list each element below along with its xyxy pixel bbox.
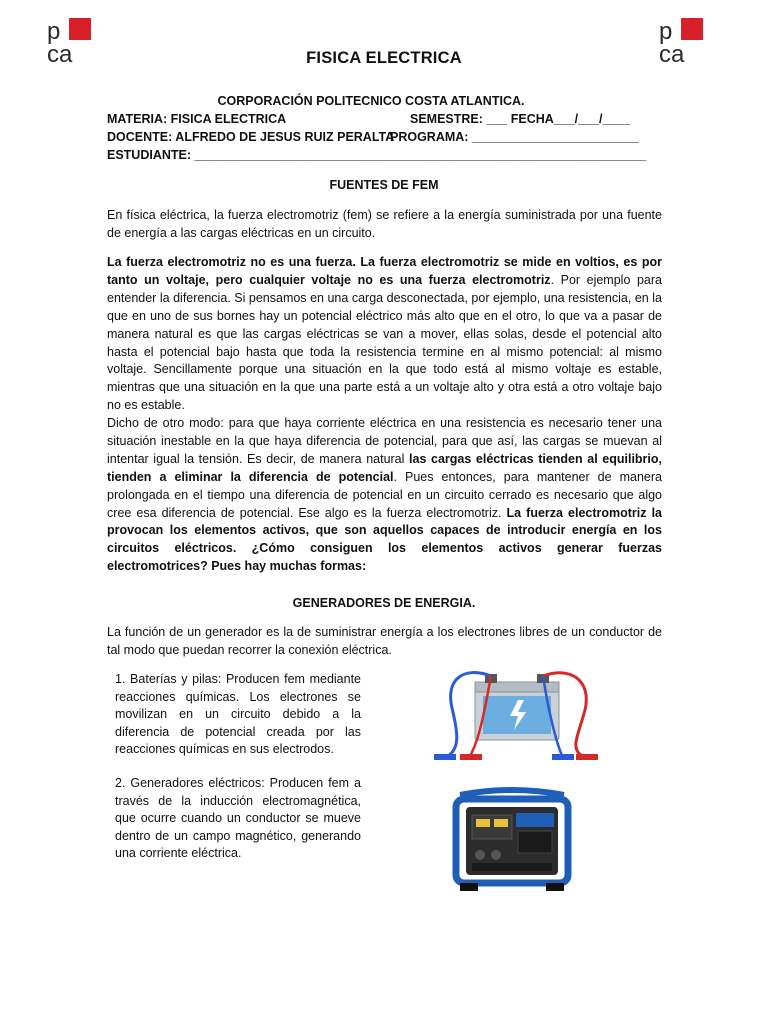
estudiante-field: ESTUDIANTE: _________________________________________________________________ (107, 148, 647, 162)
svg-text:ca: ca (659, 41, 685, 63)
semestre-fecha-field: SEMESTRE: ___ FECHA___/___/____ (410, 112, 631, 126)
institution-name: CORPORACIÓN POLITECNICO COSTA ATLANTICA. (217, 94, 525, 108)
programa-field: PROGRAMA: ________________________ (390, 130, 639, 144)
svg-text:ca: ca (47, 41, 73, 63)
docente-field: DOCENTE: ALFREDO DE JESUS RUIZ PERALTA (107, 130, 395, 144)
list-item-baterias: 1. Baterías y pilas: Producen fem mediante reacciones químicas. Los electrones se movilizan en un circuito debido a la diferencia de potencial creada por las reacciones químicas en sus electrodos. (115, 672, 361, 757)
battery-with-cables-icon (430, 668, 602, 768)
paragraph-dicho (107, 415, 662, 576)
paragraph-fem-rest: . Por ejemplo para entender la diferencia. Si pensamos en una carga desconectada, por ejemplo, una resistencia, en la que en uno de sus bornes hay un potencial eléctrico más alto que en el otro, lo que va a pasar de manera natural es que las cargas eléctricas se van a mover, ellas solas, desde el potencial alto hasta el potencial bajo hasta que toda la resistencia termine en al mismo potencial: al mismo voltaje. Sencillamente porque una situación en la que todo está al mismo voltaje es estable, mientras que una situación en la que una parte está a un voltaje alto y otra está a otro voltaje bajo no es estable. (107, 272, 662, 413)
header-block (107, 92, 647, 164)
paragraph-fem-bold: La fuerza electromotriz no es una fuerza. La fuerza electromotriz se mide en voltios, es por tanto un voltaje, pero cualquier voltaje no es una fuerza electromotriz (107, 255, 662, 287)
paragraph-fem-definition (107, 254, 662, 415)
document-title: FISICA ELECTRICA (306, 49, 462, 67)
portable-generator-icon (448, 785, 576, 893)
paragraph-dicho-d: La fuerza electromotriz la provocan los elementos activos, que son aquellos capaces de introducir energía en los circuitos eléctricos. ¿Cómo consiguen los elementos activos generar fuerzas electromotrices? Pues hay muchas formas: (107, 505, 662, 574)
materia-field: MATERIA: FISICA ELECTRICA (107, 112, 287, 126)
paragraph-intro: En física eléctrica, la fuerza electromotriz (fem) se refiere a la energía suministrada por una fuente de energía a las cargas eléctricas en un circuito. (107, 208, 662, 240)
paragraph-dicho-a: Dicho de otro modo: para que haya corriente eléctrica en una resistencia es necesario tener una situación inestable en la que haya diferencia de potencial, para que así, las cargas se muevan al intentar igual la tensión. Es decir, de manera natural (107, 416, 662, 466)
docente-programa-line (107, 128, 639, 146)
section-title-generadores: GENERADORES DE ENERGIA. (292, 596, 476, 610)
svg-text:p: p (47, 18, 61, 45)
materia-semestre-line (107, 110, 635, 128)
paragraph-dicho-c: . Pues entonces, para mantener de manera prolongada en el tiempo una diferencia de potencial en un circuito cerrado es necesario que algo cree esa diferencia de potencial. Ese algo es la fuerza electromotriz. (107, 469, 663, 520)
list-item-generadores: 2. Generadores eléctricos: Producen fem a través de la inducción electromagnética, que ocurre cuando un conductor se mueve dentro de un campo magnético, generando una corriente eléctrica. (115, 776, 361, 861)
section-title-fuentes: FUENTES DE FEM (329, 178, 439, 192)
paragraph-dicho-b: las cargas eléctricas tienden al equilibrio, tienden a eliminar la diferencia de potencial (107, 451, 662, 484)
paragraph-generador: La función de un generador es la de suministrar energía a los electrones libres de un conductor de tal modo que puedan recorrer la conexión eléctrica. (107, 625, 662, 657)
svg-text:p: p (659, 18, 673, 45)
